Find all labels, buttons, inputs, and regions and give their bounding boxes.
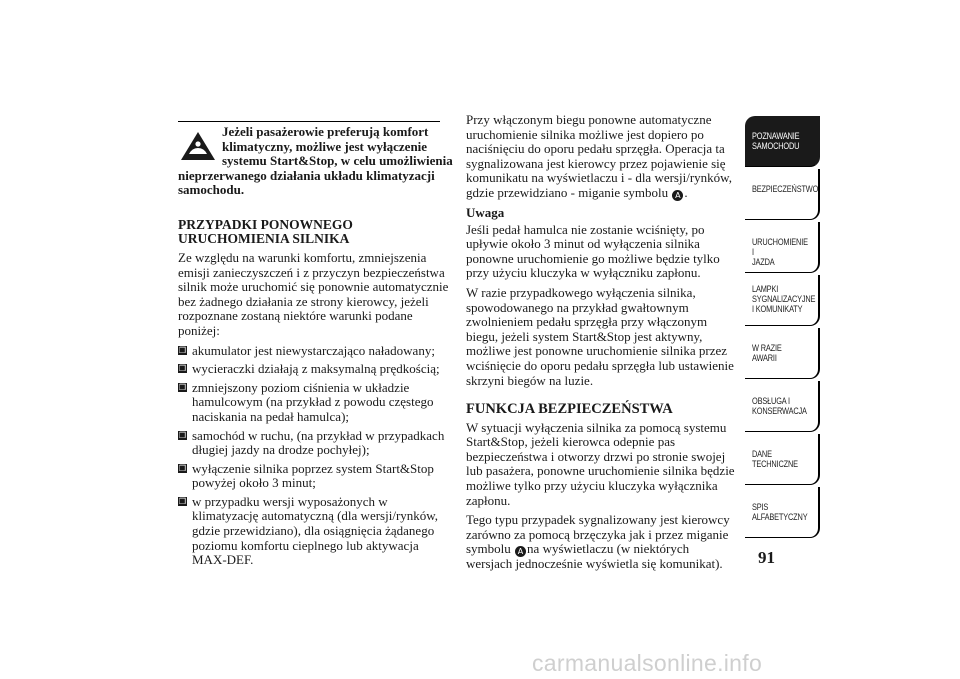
- tab-w-razie-awarii[interactable]: W RAZIE AWARII: [745, 328, 820, 379]
- tab-lampki-sygnalizacyjne[interactable]: LAMPKI SYGNALIZACYJNE I KOMUNIKATY: [745, 275, 820, 326]
- restart-conditions-list: [178, 344, 453, 568]
- warning-divider: [178, 121, 440, 122]
- warning-triangle-icon: [180, 131, 216, 161]
- paragraph-note: Jeśli pedał hamulca nie zostanie wciśnięty, po upływie około 3 minut od wyłączenia silnika ponowne uruchomienie go możliwe będzie tylko przy użyciu kluczyka w wyłączniku zapłonu.: [466, 221, 720, 281]
- left-column: [178, 121, 453, 572]
- checkbox-bullet-icon: ❒: [178, 345, 187, 355]
- checkbox-bullet-icon: ❒: [178, 364, 187, 374]
- tab-uruchomienie-i-jazda[interactable]: URUCHOMIENIE I JAZDA: [745, 222, 820, 273]
- warning-box: [178, 121, 453, 198]
- list-item: ❒ samochód w ruchu, (na przykład w przypadkach długiej jazdy na drodze pochyłej);: [178, 427, 445, 458]
- paragraph-safety: W sytuacji wyłączenia silnika za pomocą systemu Start&Stop, jeżeli kierowca odepnie pas bezpieczeństwa i otworzy drzwi po stronie swojej lub pasażera, ponowne uruchomienie silnika będzie możliwe tylko przy użyciu kluczyka wyłącznika zapłonu.: [466, 419, 735, 508]
- start-stop-symbol-icon: A: [515, 546, 526, 557]
- section-heading-restart: PRZYPADKI PONOWNEGO URUCHOMIENIA SILNIKA: [178, 216, 353, 247]
- list-item: ❒ w przypadku wersji wyposażonych w klimatyzację automatyczną (dla wersji/rynków, gdzie przewidziano), dla osiągnięcia żądanego poziomu komfortu cieplnego lub aktywacja MAX-DEF.: [178, 493, 439, 568]
- tab-dane-techniczne[interactable]: DANE TECHNICZNE: [745, 434, 820, 485]
- paragraph-accidental-stop: W razie przypadkowego wyłączenia silnika, spowodowanego na przykład gwałtownym zwolnieniem pedału sprzęgła przy włączonym biegu, jeżeli system Start&Stop jest aktywny, możliwe jest ponowne uruchomienie silnika przez wciśnięcie do oporu pedału sprzęgła lub ustawienie skrzyni biegów na luzie.: [466, 284, 734, 388]
- note-heading: Uwaga: [466, 204, 505, 220]
- paragraph-signal: Tego typu przypadek sygnalizowany jest kierowcy zarówno za pomocą brzęczyka jak i przez miganie symbolu A na wyświetlaczu (w niektórych wersjach jednocześnie wyświetla się komunikat).: [466, 512, 730, 572]
- list-item: ❒ zmniejszony poziom ciśnienia w układzie hamulcowym (na przykład z powodu częstego naciskania na pedał hamulca);: [178, 379, 434, 424]
- start-stop-symbol-icon: A: [672, 190, 683, 201]
- list-item: ❒ akumulator jest niewystarczająco naładowany;: [178, 342, 435, 358]
- tab-obsluga-i-konserwacja[interactable]: OBSŁUGA I KONSERWACJA: [745, 381, 820, 432]
- right-column: [466, 113, 738, 577]
- chapter-tabs: [745, 116, 820, 540]
- tab-poznawanie-samochodu[interactable]: POZNAWANIE SAMOCHODU: [745, 116, 820, 167]
- watermark: carmanualsonline.info: [532, 650, 763, 676]
- checkbox-bullet-icon: ❒: [178, 382, 187, 392]
- list-item: ❒ wycieraczki działają z maksymalną prędkością;: [178, 361, 440, 377]
- checkbox-bullet-icon: ❒: [178, 463, 187, 473]
- checkbox-bullet-icon: ❒: [178, 430, 187, 440]
- paragraph-gear-restart: Przy włączonym biegu ponowne automatyczne uruchomienie silnika możliwe jest dopiero po naciśnięciu do oporu pedału sprzęgła. Operacja ta sygnalizowana jest kierowcy przez pojawienie się komunikatu na wyświetlaczu i - dla wersji/rynków, gdzie przewidziano - miganie symbolu A .: [466, 112, 732, 200]
- tab-spis-alfabetyczny[interactable]: SPIS ALFABETYCZNY: [745, 487, 820, 538]
- checkbox-bullet-icon: ❒: [178, 496, 187, 506]
- section-heading-safety: FUNKCJA BEZPIECZEŃSTWA: [466, 401, 673, 418]
- tab-bezpieczenstwo[interactable]: BEZPIECZEŃSTWO: [745, 169, 820, 220]
- warning-text: Jeżeli pasażerowie preferują komfort klimatyczny, możliwe jest wyłączenie systemu Start&Stop, w celu umożliwienia nieprzerwanego działania układu klimatyzacji samochodu.: [178, 124, 453, 198]
- list-item: ❒ wyłączenie silnika poprzez system Start&Stop powyżej około 3 minut;: [178, 460, 434, 491]
- page-number: 91: [758, 548, 775, 567]
- restart-intro: Ze względu na warunki komfortu, zmniejszenia emisji zanieczyszczeń i z przyczyn bezpieczeństwa silnik może uruchomić się ponownie automatycznie bez żadnego działania ze strony kierowcy, jeżeli rozpoznane zostaną niektóre warunki podane poniżej:: [178, 249, 449, 338]
